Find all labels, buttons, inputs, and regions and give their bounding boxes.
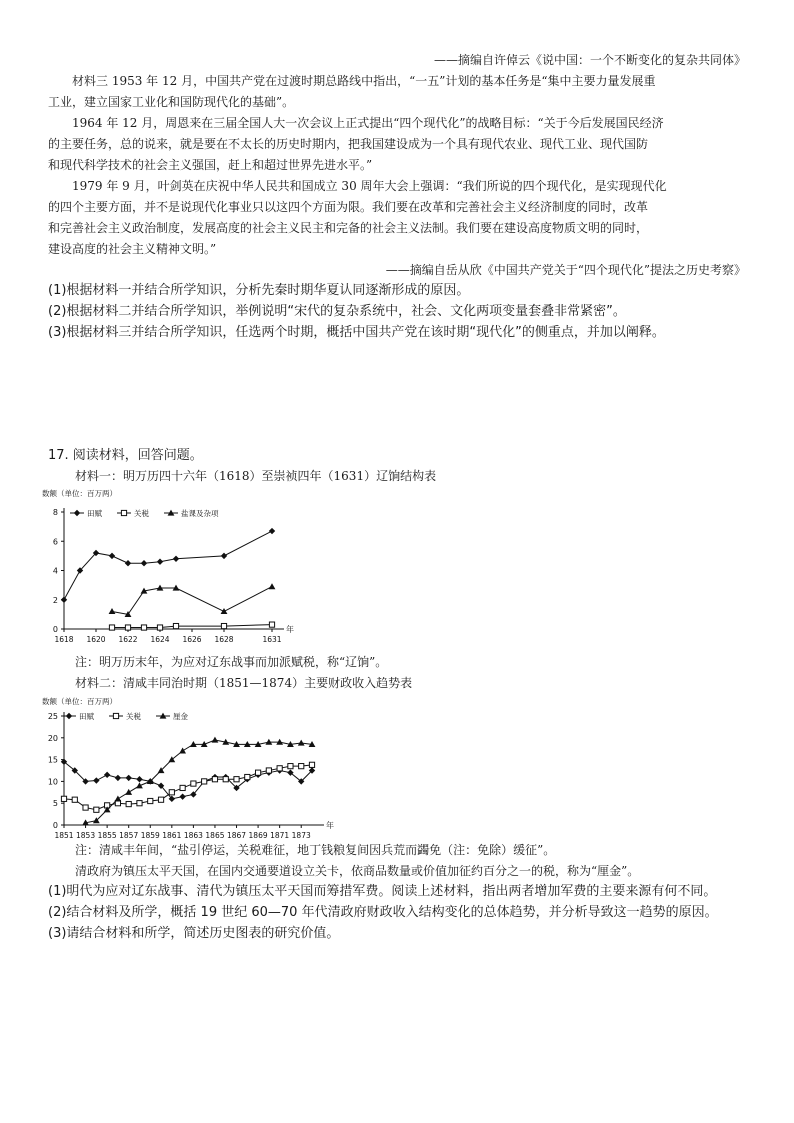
legend-marker [121,510,126,515]
data-point [141,625,146,630]
data-point [221,623,226,628]
data-point [109,553,115,559]
legend-marker [113,713,118,718]
material3-source-2: ——摘编自岳从欣《中国共产党关于“四个现代化”提法之历史考察》 [385,263,746,277]
data-point [109,625,114,630]
legend-label: 厘金 [173,712,188,721]
x-tick-label: 1851 [54,831,74,840]
data-point [173,623,178,628]
q17-material2-note-2: 清政府为镇压太平天国，在国内交通要道设立关卡，依商品数量或价值加征约百分之一的税，称为“厘金”。 [75,864,640,878]
y-tick-label: 0 [52,625,58,634]
x-tick-label: 1865 [205,831,225,840]
data-point [212,777,217,782]
y-axis-label: 数额（单位：百万两） [42,697,117,706]
data-point [180,785,185,790]
material3-para1-line1: 材料三 1953 年 12 月，中国共产党在过渡时期总路线中指出，“一五”计划的基本任务是“集中主要力量发展重 [72,74,656,88]
x-tick-label: 1622 [118,635,138,644]
material3-para2-line1: 1964 年 12 月，周恩来在三届全国人大一次会议上正式提出“四个现代化”的战略目标：“关于今后发展国民经济 [72,116,664,130]
q17-title: 17. 阅读材料，回答问题。 [48,448,203,463]
data-point [221,553,227,559]
data-point [115,795,122,801]
data-point [115,775,121,781]
q17-material2-note-1: 注：清咸丰年间，“盐引停运，关税难征，地丁钱粮复间因兵荒而蠲免（注：免除）缓征”。 [75,843,556,857]
data-point [309,762,314,767]
q17-material1-note: 注：明万历末年，为应对辽东战事而加派赋税，称“辽饷”。 [75,655,388,669]
data-point [83,805,88,810]
qing-revenue-chart [40,692,334,840]
legend-marker [66,713,72,719]
q16-question-1: (1)根据材料一并结合所学知识，分析先秦时期华夏认同逐渐形成的原因。 [48,283,470,298]
material3-para3-line2: 的四个主要方面，并不是说现代化事业只以这四个方面为限。我们要在改革和完善社会主义经济制度的同时，改革 [48,200,649,214]
x-tick-label: 1869 [248,831,268,840]
x-tick-label: 1618 [54,635,74,644]
data-point [191,781,196,786]
data-point [173,556,179,562]
data-point [277,766,282,771]
y-tick-label: 0 [52,821,58,830]
x-tick-label: 1861 [162,831,182,840]
data-point [104,772,110,778]
y-tick-label: 8 [52,508,58,517]
legend-label: 盐课及杂项 [181,509,219,518]
y-tick-label: 4 [52,566,58,576]
series-line [86,740,312,823]
data-point [61,796,66,801]
data-point [179,793,185,799]
data-point [125,789,132,795]
data-point [137,801,142,806]
data-point [158,797,163,802]
y-tick-label: 5 [52,799,58,809]
q17-material1-caption: 材料一：明万历四十六年（1618）至崇祯四年（1631）辽饷结构表 [75,469,437,483]
data-point [125,625,130,630]
data-point [266,768,271,773]
x-axis-label: 年 [326,821,334,830]
data-point [169,790,174,795]
x-axis-label: 年 [286,625,294,634]
material3-para1-line2: 工业，建立国家工业化和国防现代化的基础”。 [48,95,295,109]
material3-source-1: ——摘编自许倬云《说中国：一个不断变化的复杂共同体》 [433,53,746,67]
material3-para2-line3: 和现代科学技术的社会主义强国，赶上和超过世界先进水平。” [48,158,373,172]
data-point [179,747,186,753]
liaoxiang-structure-chart [40,484,310,646]
x-tick-label: 1873 [291,831,311,840]
x-tick-label: 1855 [97,831,117,840]
data-point [255,770,260,775]
data-point [234,777,239,782]
q17-question-3: (3)请结合材料和所学，简述历史图表的研究价值。 [48,926,340,941]
material3-para3-line1: 1979 年 9 月，叶剑英在庆祝中华人民共和国成立 30 周年大会上强调：“我们所说的四个现代化，是实现现代化 [72,179,667,193]
q17-question-2: (2)结合材料及所学，概括 19 世纪 60—70 年代清政府财政收入结构变化的总体趋势，并分析导致这一趋势的原因。 [48,905,718,920]
x-tick-label: 1859 [140,831,160,840]
data-point [269,528,275,534]
data-point [288,764,293,769]
q17-question-1: (1)明代为应对辽东战事、清代为镇压太平天国而筹措军费。阅读上述材料，指出两者增加军费的主要来源有何不同。 [48,884,717,899]
data-point [157,559,163,565]
data-point [136,776,142,782]
data-point [109,608,116,614]
y-tick-label: 15 [47,755,58,765]
x-tick-label: 1867 [226,831,247,840]
x-tick-label: 1624 [150,635,170,644]
legend-label: 田赋 [87,509,102,518]
x-tick-label: 1863 [183,831,203,840]
x-tick-label: 1620 [86,635,106,644]
y-tick-label: 25 [47,712,58,721]
series-line [64,762,312,799]
data-point [157,625,162,630]
x-tick-label: 1871 [270,831,290,840]
data-point [223,777,228,782]
y-axis-label: 数额（单位：百万两） [42,489,117,498]
x-tick-label: 1853 [76,831,96,840]
material3-para3-line3: 和完善社会主义政治制度，发展高度的社会主义民主和完备的社会主义法制。我们要在建设高度物质文明的同时， [48,221,649,235]
data-point [269,622,274,627]
data-point [298,740,305,746]
data-point [212,737,219,743]
q16-question-2: (2)根据材料二并结合所学知识，举例说明“宋代的复杂系统中，社会、文化两项变量套叠非常紧密”。 [48,304,626,319]
data-point [269,583,276,589]
data-point [125,775,131,781]
data-point [136,782,143,788]
y-tick-label: 10 [47,777,58,787]
data-point [94,807,99,812]
data-point [202,779,207,784]
x-tick-label: 1631 [262,635,282,644]
data-point [245,774,250,779]
legend-marker [74,510,80,516]
q17-material2-caption: 材料二：清咸丰同治时期（1851—1874）主要财政收入趋势表 [75,676,413,690]
data-point [299,764,304,769]
q16-question-3: (3)根据材料三并结合所学知识，任选两个时期，概括中国共产党在该时期“现代化”的侧重点，并加以阐释。 [48,325,665,340]
data-point [93,777,99,783]
y-tick-label: 2 [52,595,58,605]
data-point [148,798,153,803]
series-line [64,531,272,600]
data-point [141,560,147,566]
y-tick-label: 6 [52,537,58,547]
legend-label: 田赋 [79,712,94,721]
legend-label: 关税 [134,509,149,518]
material3-para3-line4: 建设高度的社会主义精神文明。” [48,242,217,256]
series-line [112,625,272,628]
x-tick-label: 1628 [214,635,234,644]
x-tick-label: 1857 [119,831,139,840]
y-tick-label: 20 [47,733,58,743]
material3-para2-line2: 的主要任务，总的说来，就是要在不太长的历史时期内，把我国建设成为一个具有现代农业、现代工业、现代国防 [48,137,649,151]
data-point [72,797,77,802]
data-point [125,560,131,566]
legend-label: 关税 [126,712,141,721]
data-point [221,608,228,614]
data-point [61,597,67,603]
data-point [126,801,131,806]
series-line [112,587,272,615]
x-tick-label: 1626 [182,635,202,644]
